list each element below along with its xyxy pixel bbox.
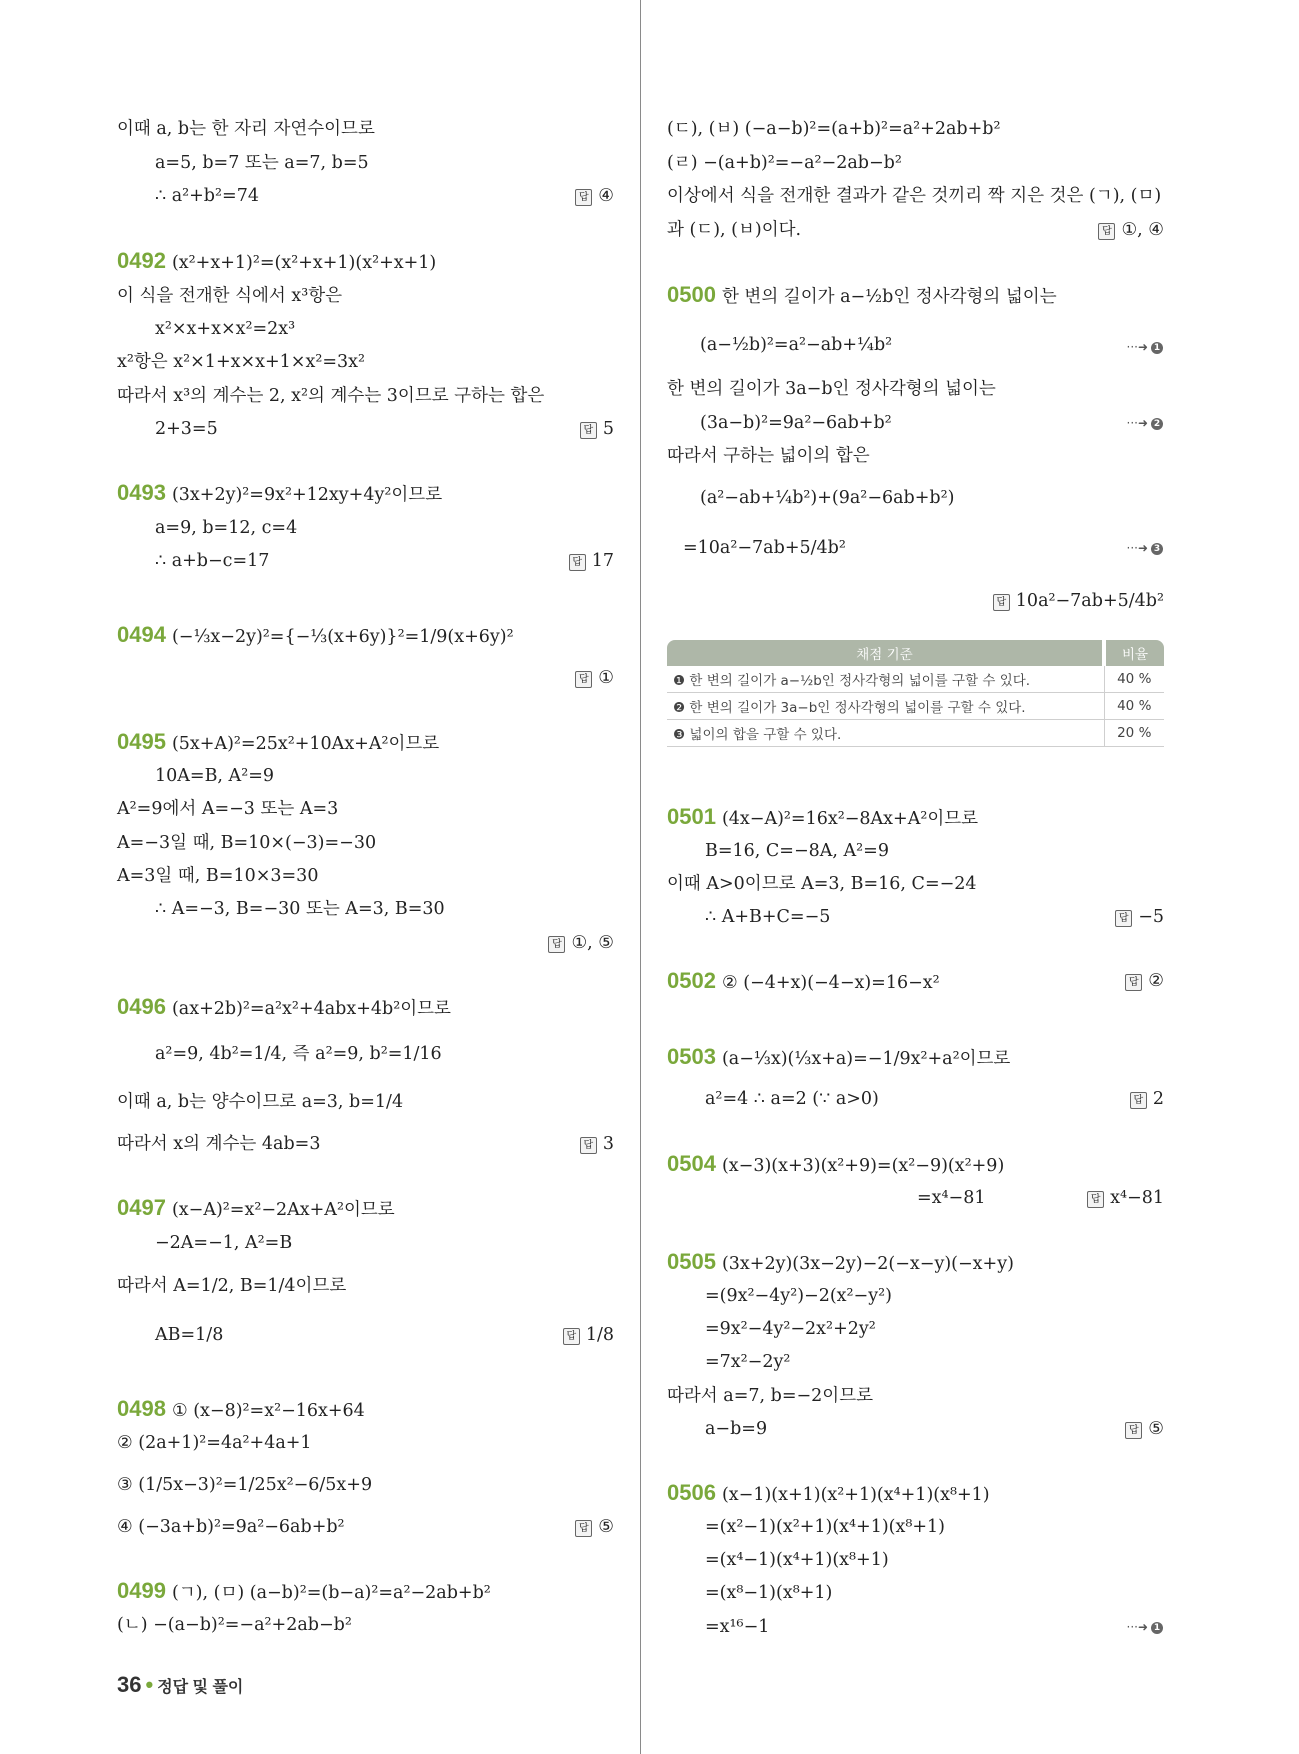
scoring-table <box>667 640 1164 747</box>
text-line: (a−½b)²=a²−ab+¼b² <box>700 335 893 355</box>
text-line: 따라서 x³의 계수는 2, x²의 계수는 3이므로 구하는 합은 <box>117 386 545 406</box>
problem-number: 0498 <box>117 1396 166 1421</box>
text-line: =10a²−7ab+5/4b² <box>683 538 846 558</box>
text-line: 따라서 x의 계수는 4ab=3 <box>117 1134 321 1154</box>
text-line: 10A=B, A²=9 <box>155 766 275 786</box>
column-divider <box>640 0 641 1754</box>
text-line: A=3일 때, B=10×3=30 <box>117 866 319 886</box>
text-line: A²=9에서 A=−3 또는 A=3 <box>117 799 339 819</box>
problem-number: 0496 <box>117 994 166 1019</box>
text-line: =7x²−2y² <box>705 1352 791 1372</box>
text-line: 이때 A>0이므로 A=3, B=16, C=−24 <box>667 874 977 894</box>
problem-0505: 0505 (3x+2y)(3x−2y)−2(−x−y)(−x+y) <box>667 1249 1014 1274</box>
text-line: ③ (1/5x−3)²=1/25x²−6/5x+9 <box>117 1475 373 1495</box>
text-line: 이 식을 전개한 식에서 x³항은 <box>117 286 343 306</box>
answer: 답 ⑤ <box>575 1516 614 1538</box>
text-line: (3a−b)²=9a²−6ab+b² <box>700 413 892 433</box>
problem-number: 0500 <box>667 282 716 307</box>
problem-0502: 0502 ② (−4+x)(−4−x)=16−x² <box>667 968 940 993</box>
text-line: 2+3=5 <box>155 419 218 439</box>
text-line: a²=9, 4b²=1/4, 즉 a²=9, b²=1/16 <box>155 1044 442 1064</box>
table-row: ❸ 넓이의 합을 구할 수 있다. 20 % <box>667 720 1164 747</box>
answer: 답 17 <box>569 550 614 572</box>
text-line: =9x²−4y²−2x²+2y² <box>705 1319 876 1339</box>
text-line: ② (2a+1)²=4a²+4a+1 <box>117 1433 312 1453</box>
problem-0492: 0492 (x²+x+1)²=(x²+x+1)(x²+x+1) <box>117 248 437 273</box>
problem-0493: 0493 (3x+2y)²=9x²+12xy+4y²이므로 <box>117 480 443 505</box>
step-marker-2: ···➜ 2 <box>1127 416 1164 430</box>
answer: 답 5 <box>580 418 614 440</box>
answer: 답 10a²−7ab+5/4b² <box>993 590 1164 612</box>
text-line: =(x⁸−1)(x⁸+1) <box>705 1583 833 1603</box>
text-line: A=−3일 때, B=10×(−3)=−30 <box>117 833 377 853</box>
text-line: (ㄷ), (ㅂ) (−a−b)²=(a+b)²=a²+2ab+b² <box>667 119 1001 139</box>
answer-icon: 답 <box>575 189 592 206</box>
text-line: a−b=9 <box>705 1419 768 1439</box>
table-header: 비율 <box>1104 640 1164 666</box>
answer: 답 ② <box>1125 970 1164 992</box>
problem-number: 0504 <box>667 1151 716 1176</box>
text-line: ∴ A=−3, B=−30 또는 A=3, B=30 <box>155 899 445 919</box>
text-line: (a²−ab+¼b²)+(9a²−6ab+b²) <box>700 488 955 508</box>
problem-0503: 0503 (a−⅓x)(⅓x+a)=−1/9x²+a²이므로 <box>667 1044 1011 1069</box>
problem-number: 0505 <box>667 1249 716 1274</box>
problem-number: 0492 <box>117 248 166 273</box>
text-line: 따라서 a=7, b=−2이므로 <box>667 1386 874 1406</box>
step-marker-1: ···➜ 1 <box>1127 1620 1164 1634</box>
answer: 답 x⁴−81 <box>1087 1187 1164 1209</box>
problem-number: 0502 <box>667 968 716 993</box>
problem-number: 0499 <box>117 1578 166 1603</box>
text-line: =(x⁴−1)(x⁴+1)(x⁸+1) <box>705 1550 889 1570</box>
footer-title: 정답 및 풀이 <box>157 1679 244 1696</box>
step-marker-1: ···➜ 1 <box>1127 340 1164 354</box>
answer-icon: 답 <box>1125 1422 1142 1439</box>
answer: 답 −5 <box>1115 906 1164 928</box>
answer-icon: 답 <box>580 422 597 439</box>
answer-icon: 답 <box>1115 910 1132 927</box>
text-line: 따라서 A=1/2, B=1/4이므로 <box>117 1276 347 1296</box>
text-line: a=9, b=12, c=4 <box>155 518 298 538</box>
table-row: ❶ 한 변의 길이가 a−½b인 정사각형의 넓이를 구할 수 있다. 40 % <box>667 666 1164 693</box>
problem-number: 0493 <box>117 480 166 505</box>
problem-number: 0497 <box>117 1195 166 1220</box>
text-line: ∴ A+B+C=−5 <box>705 907 831 927</box>
text-line: =x⁴−81 <box>917 1188 986 1208</box>
text-line: ∴ a²+b²=74 <box>155 186 259 206</box>
text-line: a=5, b=7 또는 a=7, b=5 <box>155 153 369 173</box>
text-line: =x¹⁶−1 <box>705 1617 770 1637</box>
answer: 답 ① <box>575 667 614 689</box>
problem-0506: 0506 (x−1)(x+1)(x²+1)(x⁴+1)(x⁸+1) <box>667 1480 990 1505</box>
text-line: (ㄴ) −(a−b)²=−a²+2ab−b² <box>117 1615 352 1635</box>
answer-icon: 답 <box>1130 1092 1147 1109</box>
answer-icon: 답 <box>1125 974 1142 991</box>
text-line: ∴ a+b−c=17 <box>155 551 270 571</box>
problem-0494: 0494 (−⅓x−2y)²={−⅓(x+6y)}²=1/9(x+6y)² <box>117 622 514 647</box>
problem-0497: 0497 (x−A)²=x²−2Ax+A²이므로 <box>117 1195 395 1220</box>
table-header: 채점 기준 <box>667 640 1104 666</box>
problem-number: 0494 <box>117 622 166 647</box>
text-line: 한 변의 길이가 3a−b인 정사각형의 넓이는 <box>667 379 996 399</box>
text-line: ④ (−3a+b)²=9a²−6ab+b² <box>117 1517 345 1537</box>
text-line: =(9x²−4y²)−2(x²−y²) <box>705 1286 892 1306</box>
page-footer: 36 • 정답 및 풀이 <box>117 1672 244 1697</box>
answer: 답 ①, ⑤ <box>548 932 614 954</box>
text-line: 과 (ㄷ), (ㅂ)이다. <box>667 220 802 240</box>
text-line: 이때 a, b는 양수이므로 a=3, b=1/4 <box>117 1092 404 1112</box>
text-line: x²×x+x×x²=2x³ <box>155 319 296 339</box>
text-line: (ㄹ) −(a+b)²=−a²−2ab−b² <box>667 153 902 173</box>
problem-0504: 0504 (x−3)(x+3)(x²+9)=(x²−9)(x²+9) <box>667 1151 1005 1176</box>
text-line: =(x²−1)(x²+1)(x⁴+1)(x⁸+1) <box>705 1517 946 1537</box>
problem-0499: 0499 (ㄱ), (ㅁ) (a−b)²=(b−a)²=a²−2ab+b² <box>117 1578 491 1603</box>
answer-icon: 답 <box>575 671 592 688</box>
answer: 답 2 <box>1130 1088 1164 1110</box>
answer: 답 3 <box>580 1133 614 1155</box>
answer: 답 ④ <box>575 185 614 207</box>
answer-icon: 답 <box>580 1137 597 1154</box>
answer: 답 ①, ④ <box>1098 219 1164 241</box>
problem-0495: 0495 (5x+A)²=25x²+10Ax+A²이므로 <box>117 729 440 754</box>
answer: 답 ⑤ <box>1125 1418 1164 1440</box>
answer-icon: 답 <box>548 936 565 953</box>
answer: 답 1/8 <box>563 1324 614 1346</box>
problem-0498: 0498 ① (x−8)²=x²−16x+64 <box>117 1396 365 1421</box>
text-line: −2A=−1, A²=B <box>155 1233 293 1253</box>
problem-0500: 0500 한 변의 길이가 a−½b인 정사각형의 넓이는 <box>667 282 1057 307</box>
text-line: B=16, C=−8A, A²=9 <box>705 841 889 861</box>
answer-icon: 답 <box>575 1520 592 1537</box>
problem-number: 0506 <box>667 1480 716 1505</box>
text-line: x²항은 x²×1+x×x+1×x²=3x² <box>117 352 366 372</box>
problem-number: 0501 <box>667 804 716 829</box>
text-line: 이때 a, b는 한 자리 자연수이므로 <box>117 119 375 139</box>
answer-icon: 답 <box>569 554 586 571</box>
text-line: AB=1/8 <box>155 1325 224 1345</box>
answer-icon: 답 <box>993 594 1010 611</box>
step-marker-3: ···➜ 3 <box>1127 541 1164 555</box>
problem-number: 0503 <box>667 1044 716 1069</box>
answer-icon: 답 <box>1098 223 1115 240</box>
answer-icon: 답 <box>1087 1191 1104 1208</box>
text-line: 이상에서 식을 전개한 결과가 같은 것끼리 짝 지은 것은 (ㄱ), (ㅁ) <box>667 186 1162 206</box>
text-line: a²=4 ∴ a=2 (∵ a>0) <box>705 1089 879 1109</box>
page-number: 36 <box>117 1672 142 1697</box>
problem-0501: 0501 (4x−A)²=16x²−8Ax+A²이므로 <box>667 804 979 829</box>
problem-number: 0495 <box>117 729 166 754</box>
table-row: ❷ 한 변의 길이가 3a−b인 정사각형의 넓이를 구할 수 있다. 40 % <box>667 693 1164 720</box>
problem-0496: 0496 (ax+2b)²=a²x²+4abx+4b²이므로 <box>117 994 451 1019</box>
text-line: 따라서 구하는 넓이의 합은 <box>667 446 870 466</box>
answer-icon: 답 <box>563 1328 580 1345</box>
